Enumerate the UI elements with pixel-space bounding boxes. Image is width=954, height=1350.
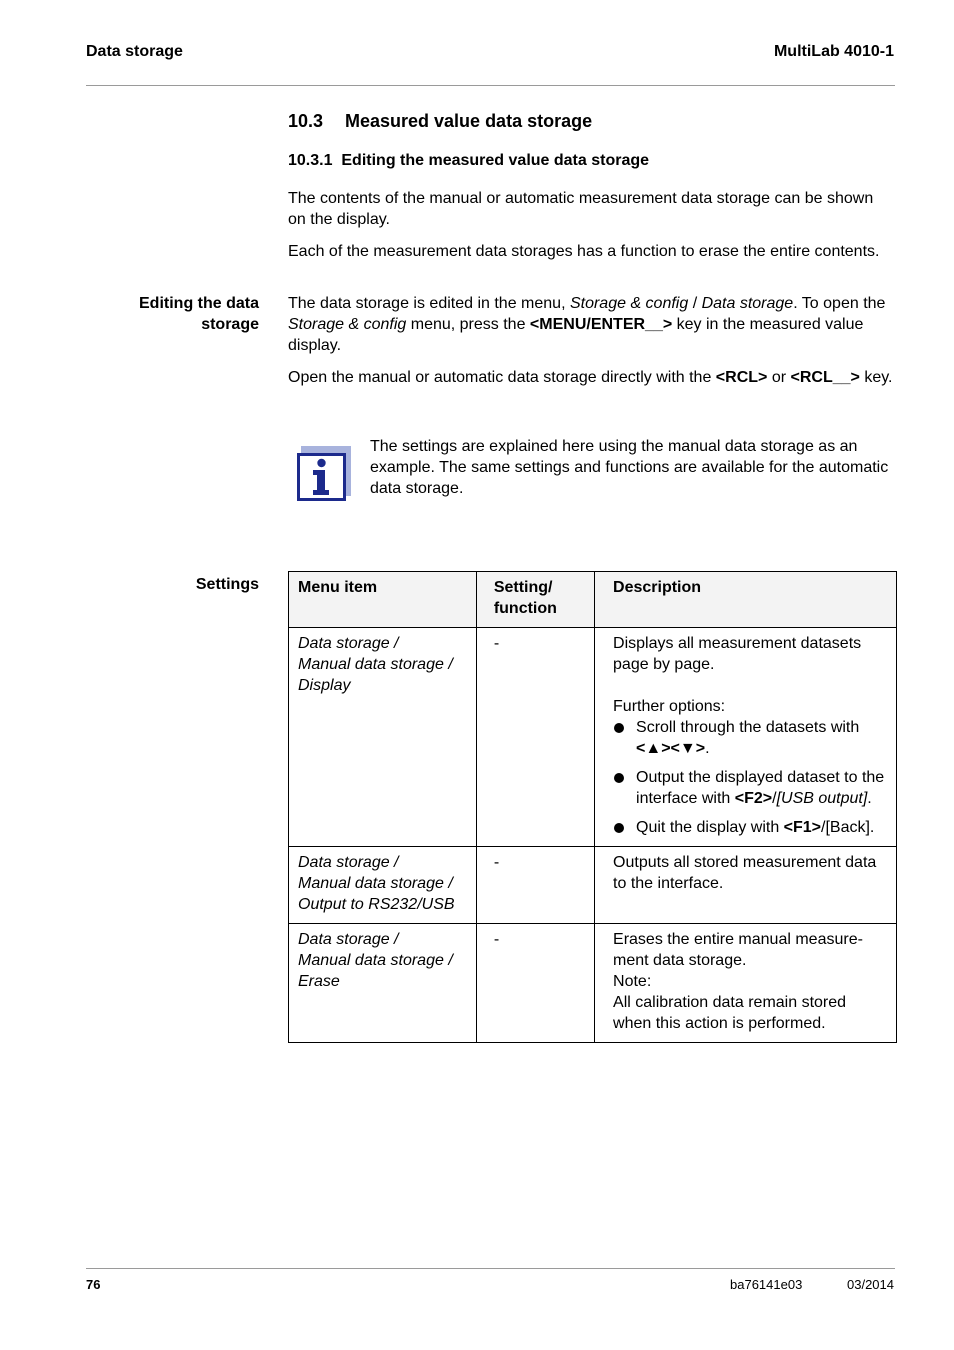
key-rcl: <RCL> xyxy=(715,369,768,386)
menu-path-line: Output to RS232/USB xyxy=(298,896,455,913)
table-row xyxy=(289,924,897,1043)
text-run: Output the displayed dataset to the interface with xyxy=(636,769,885,807)
softkey-usb-output: [USB output] xyxy=(776,790,868,807)
softkey-back: [Back]. xyxy=(825,819,875,836)
column-header-menu-item: Menu item xyxy=(289,572,477,628)
text-run: Scroll through the datasets with xyxy=(636,719,860,736)
list-item xyxy=(613,817,887,838)
section-number: 10.3 xyxy=(288,111,324,131)
running-header-right: MultiLab 4010-1 xyxy=(773,43,894,60)
column-header-description: Description xyxy=(595,572,897,628)
further-options-label: Further options: xyxy=(613,698,726,715)
text-run: / xyxy=(688,295,702,312)
side-label-line-2: storage xyxy=(201,316,259,333)
text-run: key. xyxy=(859,369,893,386)
editing-paragraph-1 xyxy=(288,293,894,356)
bullet-icon xyxy=(614,723,624,733)
section-title: Measured value data storage xyxy=(345,111,593,131)
note-text: All calibration data remain stored when this action is performed. xyxy=(613,994,847,1032)
setting-cell: - xyxy=(476,847,594,924)
text-run: . xyxy=(867,790,872,807)
menu-path-data-storage: Data storage xyxy=(701,295,794,312)
document-number: ba76141e03 xyxy=(730,1277,803,1292)
subsection-number: 10.3.1 xyxy=(288,152,333,169)
intro-paragraph-1: The contents of the manual or automatic measurement data storage can be shown on the display. xyxy=(288,190,874,228)
column-header-setting xyxy=(476,572,594,628)
text-run: Quit the display with xyxy=(636,819,784,836)
intro-paragraph-2: Each of the measurement data storages has a function to erase the entire contents. xyxy=(288,243,880,260)
menu-item-cell xyxy=(289,924,477,1043)
menu-path-line: Manual data storage / xyxy=(298,875,453,892)
key-arrows: <▲><▼> xyxy=(636,740,706,757)
settings-table xyxy=(288,571,897,1043)
options-list xyxy=(613,717,887,838)
text-run: . To open the xyxy=(793,295,886,312)
info-icon xyxy=(297,446,351,502)
section-heading xyxy=(288,111,592,132)
menu-path-line: Manual data storage / xyxy=(298,656,453,673)
description-cell xyxy=(595,924,897,1043)
text-run: menu, press the xyxy=(406,316,530,333)
text-run: The data storage is edited in the menu, xyxy=(288,295,570,312)
description-text: Displays all measurement datasets page by page. xyxy=(613,635,862,673)
key-f1: <F1> xyxy=(783,819,822,836)
menu-path-line: Erase xyxy=(298,973,340,990)
key-f2: <F2> xyxy=(734,790,773,807)
menu-name-storage-config: Storage & config xyxy=(288,316,407,333)
menu-path-line: Data storage / xyxy=(298,854,399,871)
document-date: 03/2014 xyxy=(847,1277,894,1292)
subsection-title: Editing the measured value data storage xyxy=(341,152,650,169)
menu-path-line: Data storage / xyxy=(298,635,399,652)
menu-path-storage-config: Storage & config xyxy=(569,295,689,312)
table-row xyxy=(289,847,897,924)
spacer xyxy=(613,675,887,696)
side-label-settings: Settings xyxy=(195,576,259,593)
bullet-icon xyxy=(614,773,624,783)
bullet-icon xyxy=(614,823,624,833)
text-run: or xyxy=(767,369,791,386)
description-text: Erases the entire manual measure-ment data storage. xyxy=(613,931,863,969)
menu-path-line: Manual data storage / xyxy=(298,952,453,969)
table-header-row xyxy=(289,572,897,628)
text-run: key in the measured value display. xyxy=(288,316,864,354)
header-rule xyxy=(86,85,895,86)
menu-item-cell xyxy=(289,847,477,924)
text-run: / xyxy=(821,819,826,836)
note-label: Note: xyxy=(613,973,652,990)
text-run: . xyxy=(705,740,710,757)
key-rcl-long: <RCL__> xyxy=(790,369,860,386)
key-menu-enter: <MENU/ENTER__> xyxy=(529,316,673,333)
description-cell: Outputs all stored measurement data to the interface. xyxy=(595,847,897,924)
running-header-left: Data storage xyxy=(86,43,183,60)
header-line: Setting/ xyxy=(493,579,553,596)
list-item xyxy=(613,767,887,809)
setting-cell: - xyxy=(476,628,594,847)
text-run: / xyxy=(772,790,777,807)
menu-path-line: Display xyxy=(298,677,351,694)
info-note-text: The settings are explained here using the manual data storage as an example. The same settings and functions are available for the automatic data storage. xyxy=(370,438,889,497)
menu-path-line: Data storage / xyxy=(298,931,399,948)
table-row xyxy=(289,628,897,847)
setting-cell: - xyxy=(476,924,594,1043)
menu-item-cell xyxy=(289,628,477,847)
page-number: 76 xyxy=(86,1277,101,1292)
footer-rule xyxy=(86,1268,895,1269)
editing-paragraph-2 xyxy=(288,367,894,388)
description-cell xyxy=(595,628,897,847)
list-item xyxy=(613,717,887,759)
side-label-line-1: Editing the data xyxy=(139,295,259,312)
text-run: Open the manual or automatic data storage directly with the xyxy=(288,369,716,386)
side-label-editing xyxy=(139,293,259,335)
subsection-heading xyxy=(288,152,649,170)
header-line: function xyxy=(493,600,557,617)
